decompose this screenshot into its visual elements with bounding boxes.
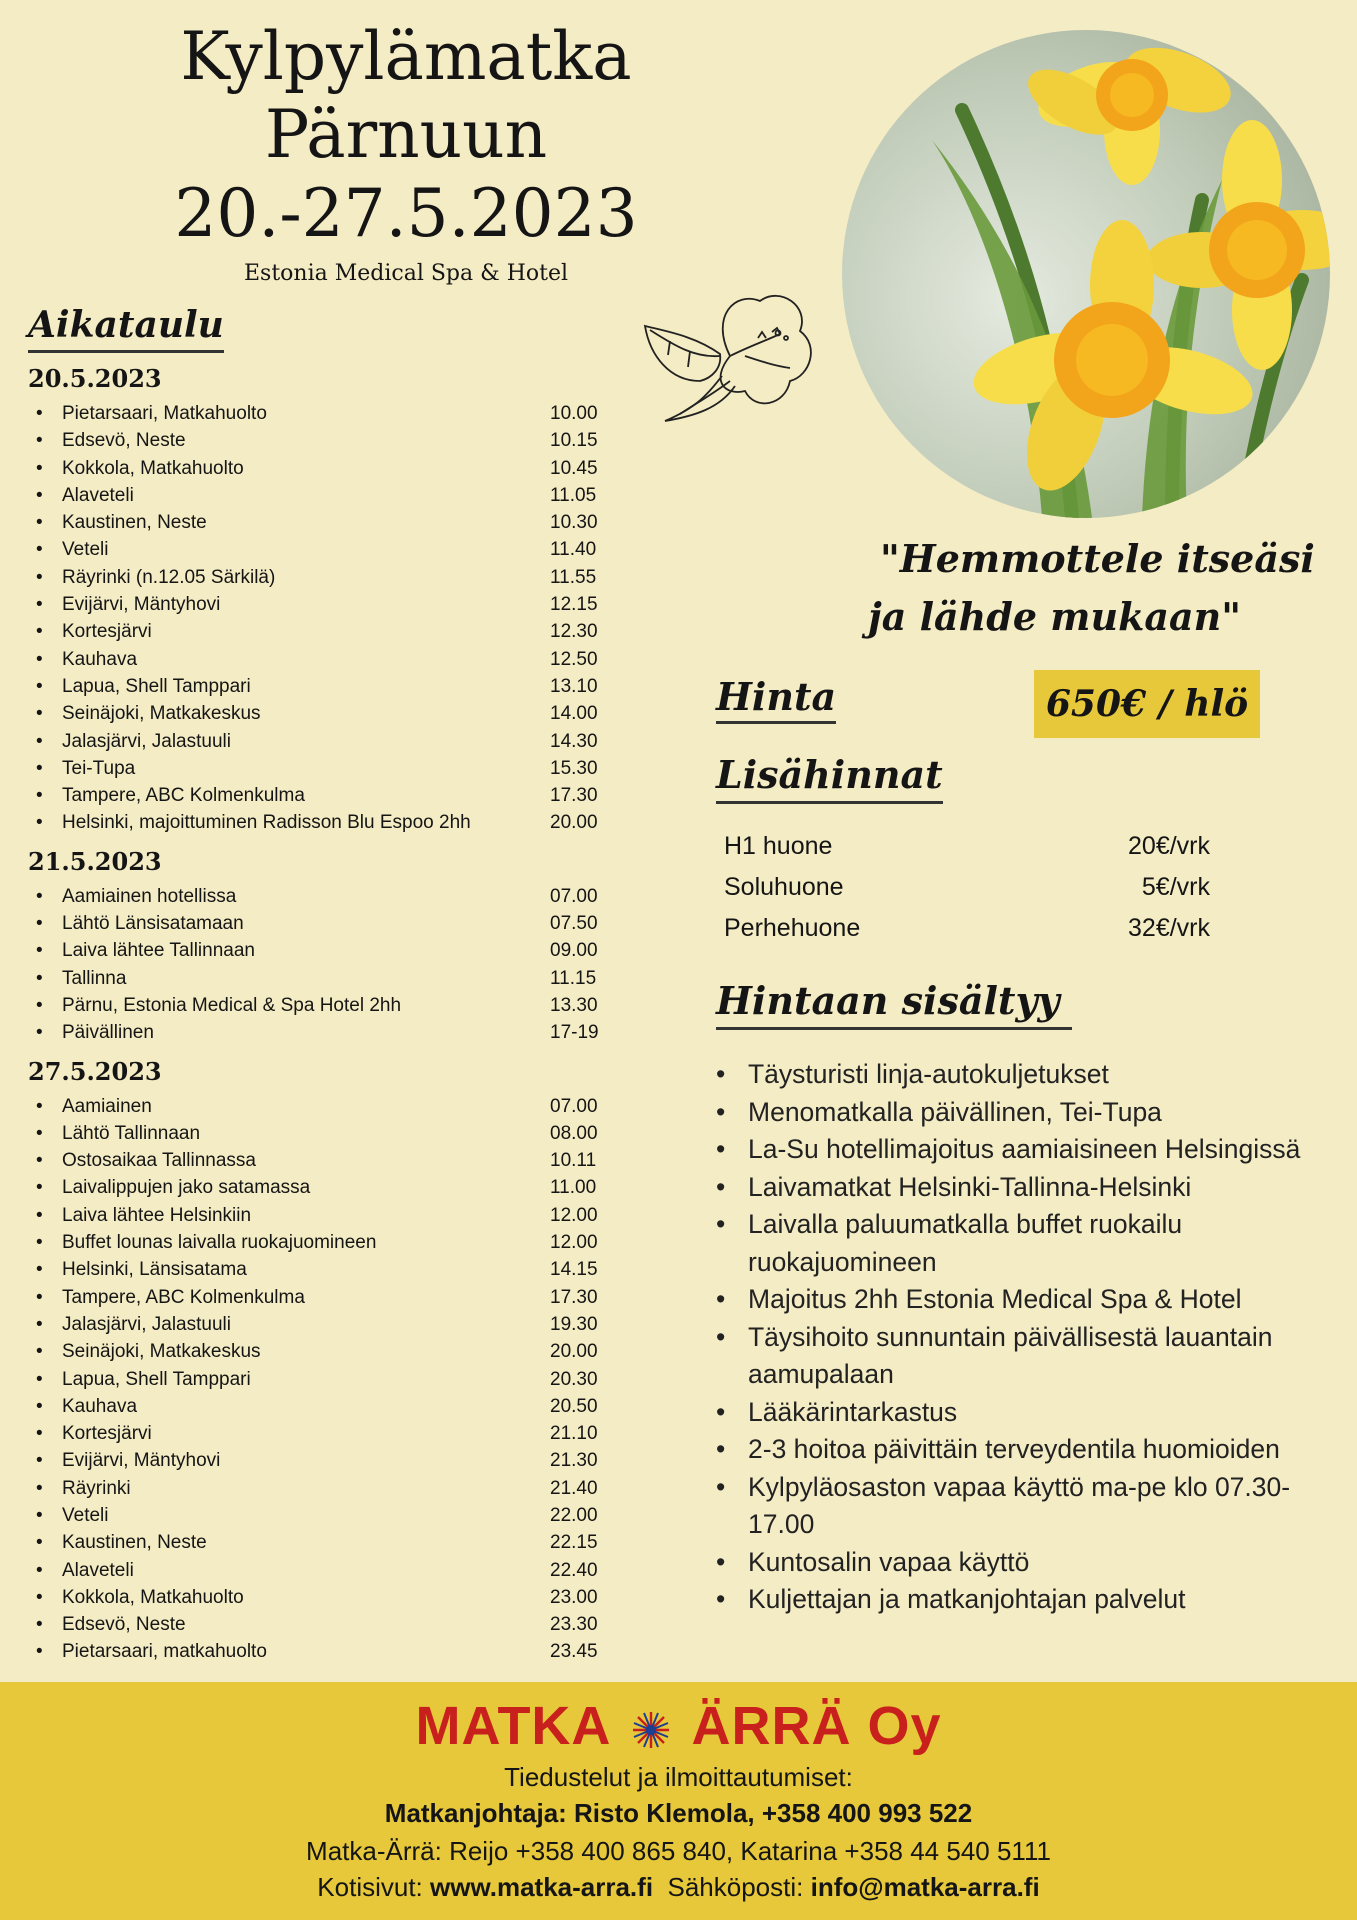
web-label: Kotisivut: bbox=[317, 1872, 423, 1902]
extra-room-price: 32€/vrk bbox=[1128, 914, 1210, 942]
extra-price-row bbox=[724, 826, 1210, 867]
schedule-row bbox=[28, 400, 618, 427]
schedule-row bbox=[28, 1229, 618, 1256]
bullet-icon: • bbox=[36, 1313, 43, 1335]
schedule-row bbox=[28, 455, 618, 482]
included-item: • Kuntosalin vapaa käyttö bbox=[716, 1544, 1356, 1582]
logo-word-oy: Oy bbox=[867, 1696, 942, 1756]
footer bbox=[0, 1682, 1357, 1920]
daffodil-photo bbox=[842, 30, 1330, 518]
extra-room-type: Perhehuone bbox=[724, 914, 861, 942]
bullet-icon: • bbox=[36, 484, 43, 506]
contacts-line: Matka-Ärrä: Reijo +358 400 865 840, Katarina +358 44 540 5111 bbox=[306, 1836, 1051, 1866]
schedule-place: Pietarsaari, Matkahuolto bbox=[62, 403, 267, 424]
schedule-time: 07.00 bbox=[550, 1095, 598, 1117]
schedule-time: 12.50 bbox=[550, 648, 598, 670]
schedule-time: 17-19 bbox=[550, 1022, 599, 1044]
bullet-icon: • bbox=[36, 1368, 43, 1390]
included-item: • Laivalla paluumatkalla buffet ruokailu ruokajuomineen bbox=[716, 1206, 1356, 1281]
bullet-icon: • bbox=[36, 1150, 43, 1172]
schedule-time: 23.30 bbox=[550, 1614, 598, 1636]
schedule-place: Jalasjärvi, Jalastuuli bbox=[62, 730, 231, 752]
bullet-icon: • bbox=[36, 730, 43, 752]
schedule-time: 22.40 bbox=[550, 1559, 598, 1581]
price-label: Hinta bbox=[716, 674, 836, 724]
schedule-time: 19.30 bbox=[550, 1313, 598, 1335]
schedule-time: 11.15 bbox=[550, 967, 597, 989]
bullet-icon: • bbox=[36, 1341, 43, 1363]
schedule-time: 12.15 bbox=[550, 594, 598, 616]
schedule-row bbox=[28, 883, 618, 910]
schedule-time: 23.45 bbox=[550, 1641, 598, 1663]
schedule-row bbox=[28, 992, 618, 1019]
extras-heading: Lisähinnat bbox=[716, 752, 943, 804]
schedule-row bbox=[28, 1447, 618, 1474]
schedule-place: Lähtö Länsisatamaan bbox=[62, 913, 244, 935]
schedule-row bbox=[28, 1420, 618, 1447]
bullet-icon: • bbox=[36, 403, 43, 424]
schedule-time: 21.40 bbox=[550, 1477, 598, 1499]
schedule-place: Lapua, Shell Tamppari bbox=[62, 1368, 251, 1390]
schedule-place: Aamiainen bbox=[62, 1095, 152, 1117]
included-item: • La-Su hotellimajoitus aamiaisineen Helsingissä bbox=[716, 1131, 1356, 1169]
schedule-time: 15.30 bbox=[550, 757, 598, 779]
schedule-time: 09.00 bbox=[550, 940, 598, 962]
schedule-place: Kaustinen, Neste bbox=[62, 1532, 207, 1554]
included-item: • Täysihoito sunnuntain päivällisestä lauantain aamupalaan bbox=[716, 1319, 1356, 1394]
bullet-icon: • bbox=[36, 1095, 43, 1117]
schedule-place: Edsevö, Neste bbox=[62, 430, 186, 452]
sun-burst-icon bbox=[631, 1710, 671, 1750]
schedule-time: 12.30 bbox=[550, 621, 598, 643]
schedule-place: Laiva lähtee Tallinnaan bbox=[62, 940, 255, 962]
bullet-icon: • bbox=[36, 1477, 43, 1499]
bullet-icon: • bbox=[36, 457, 43, 479]
schedule-time: 11.40 bbox=[550, 539, 597, 561]
bullet-icon: • bbox=[36, 1286, 43, 1308]
bullet-icon: • bbox=[36, 621, 43, 643]
schedule-place: Helsinki, Länsisatama bbox=[62, 1259, 247, 1281]
schedule-place: Seinäjoki, Matkakeskus bbox=[62, 703, 261, 725]
schedule-place: Lapua, Shell Tamppari bbox=[62, 675, 251, 697]
schedule-row bbox=[28, 1284, 618, 1311]
schedule-time: 23.00 bbox=[550, 1586, 598, 1608]
schedule-place: Kokkola, Matkahuolto bbox=[62, 1586, 244, 1608]
schedule-row bbox=[28, 1638, 618, 1665]
schedule-row bbox=[28, 673, 618, 700]
schedule-heading: Aikataulu bbox=[28, 304, 224, 353]
included-item: • Lääkärintarkastus bbox=[716, 1394, 1356, 1432]
schedule-place: Jalasjärvi, Jalastuuli bbox=[62, 1313, 231, 1335]
schedule-row bbox=[28, 509, 618, 536]
schedule-place: Päivällinen bbox=[62, 1022, 154, 1044]
email-link[interactable]: info@matka-arra.fi bbox=[810, 1872, 1040, 1902]
schedule-time: 11.05 bbox=[550, 484, 597, 506]
extra-room-type: Soluhuone bbox=[724, 873, 844, 901]
schedule-time: 12.00 bbox=[550, 1232, 598, 1254]
bullet-icon: • bbox=[36, 539, 43, 561]
bullet-icon: • bbox=[36, 648, 43, 670]
schedule-row bbox=[28, 700, 618, 727]
schedule-time: 20.50 bbox=[550, 1395, 598, 1417]
title-block bbox=[20, 18, 792, 288]
bullet-icon: • bbox=[36, 1450, 43, 1472]
schedule-row bbox=[28, 1557, 618, 1584]
schedule-place: Evijärvi, Mäntyhovi bbox=[62, 1450, 221, 1472]
schedule-place: Lähtö Tallinnaan bbox=[62, 1122, 201, 1144]
title-line-1: Kylpylämatka bbox=[180, 18, 632, 95]
schedule-place: Pärnu, Estonia Medical & Spa Hotel 2hh bbox=[62, 994, 402, 1016]
quote-line-2: ja lähde mukaan" bbox=[868, 594, 1242, 639]
bullet-icon: • bbox=[36, 566, 43, 588]
schedule-time: 12.00 bbox=[550, 1204, 598, 1226]
bullet-icon: • bbox=[36, 1122, 43, 1144]
schedule-row bbox=[28, 1475, 618, 1502]
day-heading: 20.5.2023 bbox=[28, 364, 162, 393]
schedule-time: 10.00 bbox=[550, 403, 598, 424]
schedule-place: Kauhava bbox=[62, 648, 138, 670]
schedule-row bbox=[28, 1393, 618, 1420]
schedule-place: Tampere, ABC Kolmenkulma bbox=[62, 785, 305, 807]
schedule-place: Seinäjoki, Matkakeskus bbox=[62, 1341, 261, 1363]
day-heading: 21.5.2023 bbox=[28, 846, 162, 876]
schedule-time: 07.00 bbox=[550, 885, 598, 907]
bullet-icon: • bbox=[36, 1586, 43, 1608]
bullet-icon: • bbox=[36, 1204, 43, 1226]
bullet-icon: • bbox=[36, 994, 43, 1016]
schedule-place: Aamiainen hotellissa bbox=[62, 885, 237, 907]
bullet-icon: • bbox=[36, 913, 43, 935]
schedule-row bbox=[28, 1584, 618, 1611]
schedule-row bbox=[28, 965, 618, 992]
schedule-row bbox=[28, 1147, 618, 1174]
schedule-row bbox=[28, 1256, 618, 1283]
bullet-icon: • bbox=[36, 430, 43, 452]
inquiries-line: Tiedustelut ja ilmoittautumiset: bbox=[504, 1762, 853, 1792]
schedule-time: 14.00 bbox=[550, 703, 598, 725]
schedule-time: 10.45 bbox=[550, 457, 598, 479]
schedule-row bbox=[28, 591, 618, 618]
website-link[interactable]: www.matka-arra.fi bbox=[430, 1872, 654, 1902]
title-line-2: Pärnuun bbox=[264, 96, 548, 173]
schedule-row bbox=[28, 1529, 618, 1556]
included-item: • Kylpyläosaston vapaa käyttö ma-pe klo 07.30-17.00 bbox=[716, 1469, 1356, 1544]
schedule-time: 10.30 bbox=[550, 512, 598, 534]
schedule-time: 21.30 bbox=[550, 1450, 598, 1472]
bullet-icon: • bbox=[36, 940, 43, 962]
schedule-row bbox=[28, 809, 618, 836]
schedule-row bbox=[28, 755, 618, 782]
schedule-row bbox=[28, 1311, 618, 1338]
schedule-row bbox=[28, 482, 618, 509]
schedule bbox=[28, 364, 618, 1676]
schedule-place: Ostosaikaa Tallinnassa bbox=[62, 1150, 256, 1172]
schedule-time: 17.30 bbox=[550, 1286, 598, 1308]
schedule-time: 20.30 bbox=[550, 1368, 598, 1390]
extras-table bbox=[724, 826, 1210, 949]
logo-word-matka: MATKA bbox=[415, 1696, 612, 1756]
schedule-row bbox=[28, 910, 618, 937]
schedule-place: Kaustinen, Neste bbox=[62, 512, 207, 534]
schedule-time: 11.00 bbox=[550, 1177, 597, 1199]
schedule-time: 21.10 bbox=[550, 1423, 598, 1445]
included-item: • Majoitus 2hh Estonia Medical Spa & Hotel bbox=[716, 1281, 1356, 1319]
bullet-icon: • bbox=[36, 812, 43, 834]
schedule-time: 07.50 bbox=[550, 913, 598, 935]
bullet-icon: • bbox=[36, 1177, 43, 1199]
schedule-place: Räyrinki bbox=[62, 1477, 131, 1499]
schedule-time: 10.11 bbox=[550, 1150, 597, 1172]
bullet-icon: • bbox=[36, 785, 43, 807]
schedule-place: Kokkola, Matkahuolto bbox=[62, 457, 244, 479]
bullet-icon: • bbox=[36, 703, 43, 725]
hotel-subtitle: Estonia Medical Spa & Hotel bbox=[243, 261, 569, 286]
logo-word-arra: ÄRRÄ bbox=[691, 1696, 852, 1756]
web-email-line bbox=[0, 1870, 1357, 1904]
schedule-time: 13.30 bbox=[550, 994, 598, 1016]
schedule-time: 22.00 bbox=[550, 1504, 598, 1526]
bullet-icon: • bbox=[36, 512, 43, 534]
bullet-icon: • bbox=[36, 675, 43, 697]
schedule-place: Laivalippujen jako satamassa bbox=[62, 1177, 311, 1199]
schedule-place: Tallinna bbox=[62, 967, 127, 989]
schedule-place: Alaveteli bbox=[62, 484, 134, 506]
bullet-icon: • bbox=[36, 1641, 43, 1663]
schedule-row bbox=[28, 782, 618, 809]
extra-price-row bbox=[724, 867, 1210, 908]
included-item: • Täysturisti linja-autokuljetukset bbox=[716, 1056, 1356, 1094]
company-logo bbox=[0, 1696, 1357, 1756]
schedule-place: Alaveteli bbox=[62, 1559, 134, 1581]
schedule-place: Kortesjärvi bbox=[62, 1423, 152, 1445]
bullet-icon: • bbox=[36, 1022, 43, 1044]
bullet-icon: • bbox=[36, 757, 43, 779]
included-item: • Menomatkalla päivällinen, Tei-Tupa bbox=[716, 1094, 1356, 1132]
schedule-place: Laiva lähtee Helsinkiin bbox=[62, 1204, 252, 1226]
schedule-place: Veteli bbox=[62, 539, 109, 561]
bullet-icon: • bbox=[36, 885, 43, 907]
schedule-row bbox=[28, 536, 618, 563]
schedule-place: Buffet lounas laivalla ruokajuomineen bbox=[62, 1232, 377, 1254]
schedule-row bbox=[28, 618, 618, 645]
bullet-icon: • bbox=[36, 1504, 43, 1526]
guide-line: Matkanjohtaja: Risto Klemola, +358 400 993 522 bbox=[384, 1798, 973, 1828]
schedule-row bbox=[28, 1502, 618, 1529]
schedule-time: 10.15 bbox=[550, 430, 598, 452]
schedule-row bbox=[28, 1120, 618, 1147]
extra-room-price: 20€/vrk bbox=[1128, 832, 1210, 860]
included-item: • 2-3 hoitoa päivittäin terveydentila huomioiden bbox=[716, 1431, 1356, 1469]
bullet-icon: • bbox=[36, 1259, 43, 1281]
schedule-time: 14.15 bbox=[550, 1259, 598, 1281]
bullet-icon: • bbox=[36, 1532, 43, 1554]
schedule-place: Evijärvi, Mäntyhovi bbox=[62, 594, 221, 616]
daffodil-illustration bbox=[842, 30, 1330, 518]
schedule-time: 08.00 bbox=[550, 1122, 598, 1144]
schedule-place: Räyrinki (n.12.05 Särkilä) bbox=[62, 566, 276, 588]
included-item: • Kuljettajan ja matkanjohtajan palvelut bbox=[716, 1581, 1356, 1619]
schedule-row bbox=[28, 427, 618, 454]
schedule-time: 20.00 bbox=[550, 812, 598, 834]
extra-price-row bbox=[724, 908, 1210, 949]
schedule-place: Veteli bbox=[62, 1504, 109, 1526]
extra-room-price: 5€/vrk bbox=[1141, 873, 1210, 901]
schedule-place: Pietarsaari, matkahuolto bbox=[62, 1641, 267, 1663]
day-schedule-list bbox=[28, 883, 618, 1047]
schedule-place: Helsinki, majoittuminen Radisson Blu Espoo 2hh bbox=[62, 812, 471, 834]
email-label: Sähköposti: bbox=[667, 1872, 804, 1902]
schedule-row bbox=[28, 646, 618, 673]
extra-room-type: H1 huone bbox=[724, 832, 833, 860]
schedule-row bbox=[28, 564, 618, 591]
schedule-time: 20.00 bbox=[550, 1341, 598, 1363]
schedule-place: Kauhava bbox=[62, 1395, 138, 1417]
schedule-time: 11.55 bbox=[550, 566, 597, 588]
schedule-place: Kortesjärvi bbox=[62, 621, 152, 643]
price-row bbox=[716, 670, 1276, 742]
day-schedule-list bbox=[28, 400, 618, 837]
bullet-icon: • bbox=[36, 1395, 43, 1417]
bullet-icon: • bbox=[36, 1614, 43, 1636]
schedule-time: 17.30 bbox=[550, 785, 598, 807]
quote-line-1: "Hemmottele itseäsi bbox=[880, 536, 1315, 581]
schedule-time: 13.10 bbox=[550, 675, 598, 697]
schedule-row bbox=[28, 1093, 618, 1120]
schedule-place: Edsevö, Neste bbox=[62, 1614, 186, 1636]
price-value: 650€ / hlö bbox=[1034, 670, 1260, 738]
bullet-icon: • bbox=[36, 594, 43, 616]
bullet-icon: • bbox=[36, 1559, 43, 1581]
schedule-row bbox=[28, 1019, 618, 1046]
schedule-row bbox=[28, 1366, 618, 1393]
schedule-row bbox=[28, 937, 618, 964]
schedule-time: 14.30 bbox=[550, 730, 598, 752]
schedule-place: Tampere, ABC Kolmenkulma bbox=[62, 1286, 305, 1308]
schedule-row bbox=[28, 1611, 618, 1638]
schedule-row bbox=[28, 1202, 618, 1229]
schedule-row bbox=[28, 1338, 618, 1365]
bullet-icon: • bbox=[36, 967, 43, 989]
included-item: • Laivamatkat Helsinki-Tallinna-Helsinki bbox=[716, 1169, 1356, 1207]
bullet-icon: • bbox=[36, 1232, 43, 1254]
day-heading: 27.5.2023 bbox=[28, 1056, 162, 1086]
includes-list bbox=[716, 1056, 1356, 1619]
schedule-time: 22.15 bbox=[550, 1532, 598, 1554]
hibiscus-drawing-icon bbox=[640, 286, 820, 426]
schedule-row bbox=[28, 1174, 618, 1201]
title-dates: 20.-27.5.2023 bbox=[174, 175, 638, 252]
includes-heading: Hintaan sisältyy bbox=[716, 978, 1072, 1030]
day-schedule-list bbox=[28, 1093, 618, 1666]
schedule-row bbox=[28, 728, 618, 755]
quote bbox=[868, 530, 1320, 646]
bullet-icon: • bbox=[36, 1423, 43, 1445]
schedule-place: Tei-Tupa bbox=[62, 757, 136, 779]
